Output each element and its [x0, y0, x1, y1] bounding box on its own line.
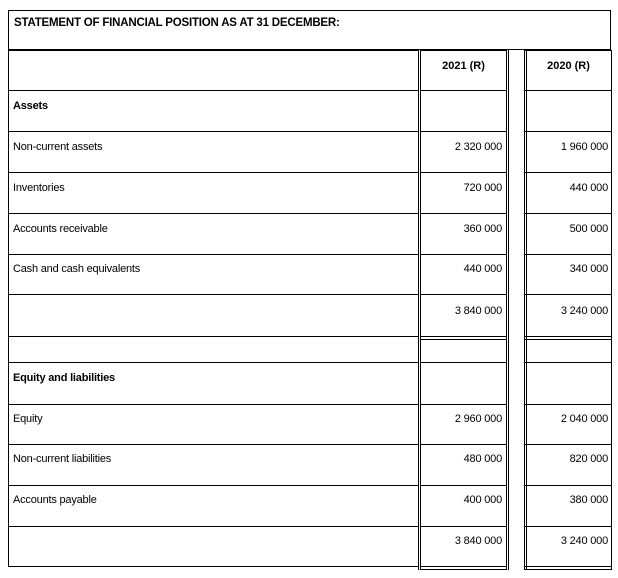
value-2021: 2 320 000 — [454, 141, 502, 153]
row-label: Accounts receivable — [13, 223, 108, 235]
value-2021: 440 000 — [463, 263, 502, 275]
value-2020: 380 000 — [569, 494, 608, 506]
total-equity-liabilities-2020: 3 240 000 — [560, 535, 608, 547]
column-header-2020: 2020 (R) — [547, 60, 590, 72]
column-header-2021: 2021 (R) — [442, 60, 485, 72]
value-2021: 2 960 000 — [454, 413, 502, 425]
value-2020: 1 960 000 — [560, 141, 608, 153]
row-label: Non-current liabilities — [13, 453, 112, 465]
row-label: Inventories — [13, 182, 65, 194]
value-2021: 400 000 — [463, 494, 502, 506]
value-2020: 820 000 — [569, 453, 608, 465]
value-2020: 2 040 000 — [560, 413, 608, 425]
value-2020: 440 000 — [569, 182, 608, 194]
value-2021: 480 000 — [463, 453, 502, 465]
row-label: Equity — [13, 413, 43, 425]
total-equity-liabilities-2021: 3 840 000 — [454, 535, 502, 547]
value-2021: 360 000 — [463, 223, 502, 235]
section-header-equity-liabilities: Equity and liabilities — [13, 372, 115, 384]
row-label: Non-current assets — [13, 141, 103, 153]
total-assets-2021: 3 840 000 — [454, 305, 502, 317]
statement-title: STATEMENT OF FINANCIAL POSITION AS AT 31 DECEMBER: — [14, 17, 340, 29]
section-header-assets: Assets — [13, 100, 48, 112]
total-assets-2020: 3 240 000 — [560, 305, 608, 317]
value-2020: 340 000 — [569, 263, 608, 275]
row-label: Accounts payable — [13, 494, 97, 506]
value-2020: 500 000 — [569, 223, 608, 235]
row-label: Cash and cash equivalents — [13, 263, 141, 275]
value-2021: 720 000 — [463, 182, 502, 194]
